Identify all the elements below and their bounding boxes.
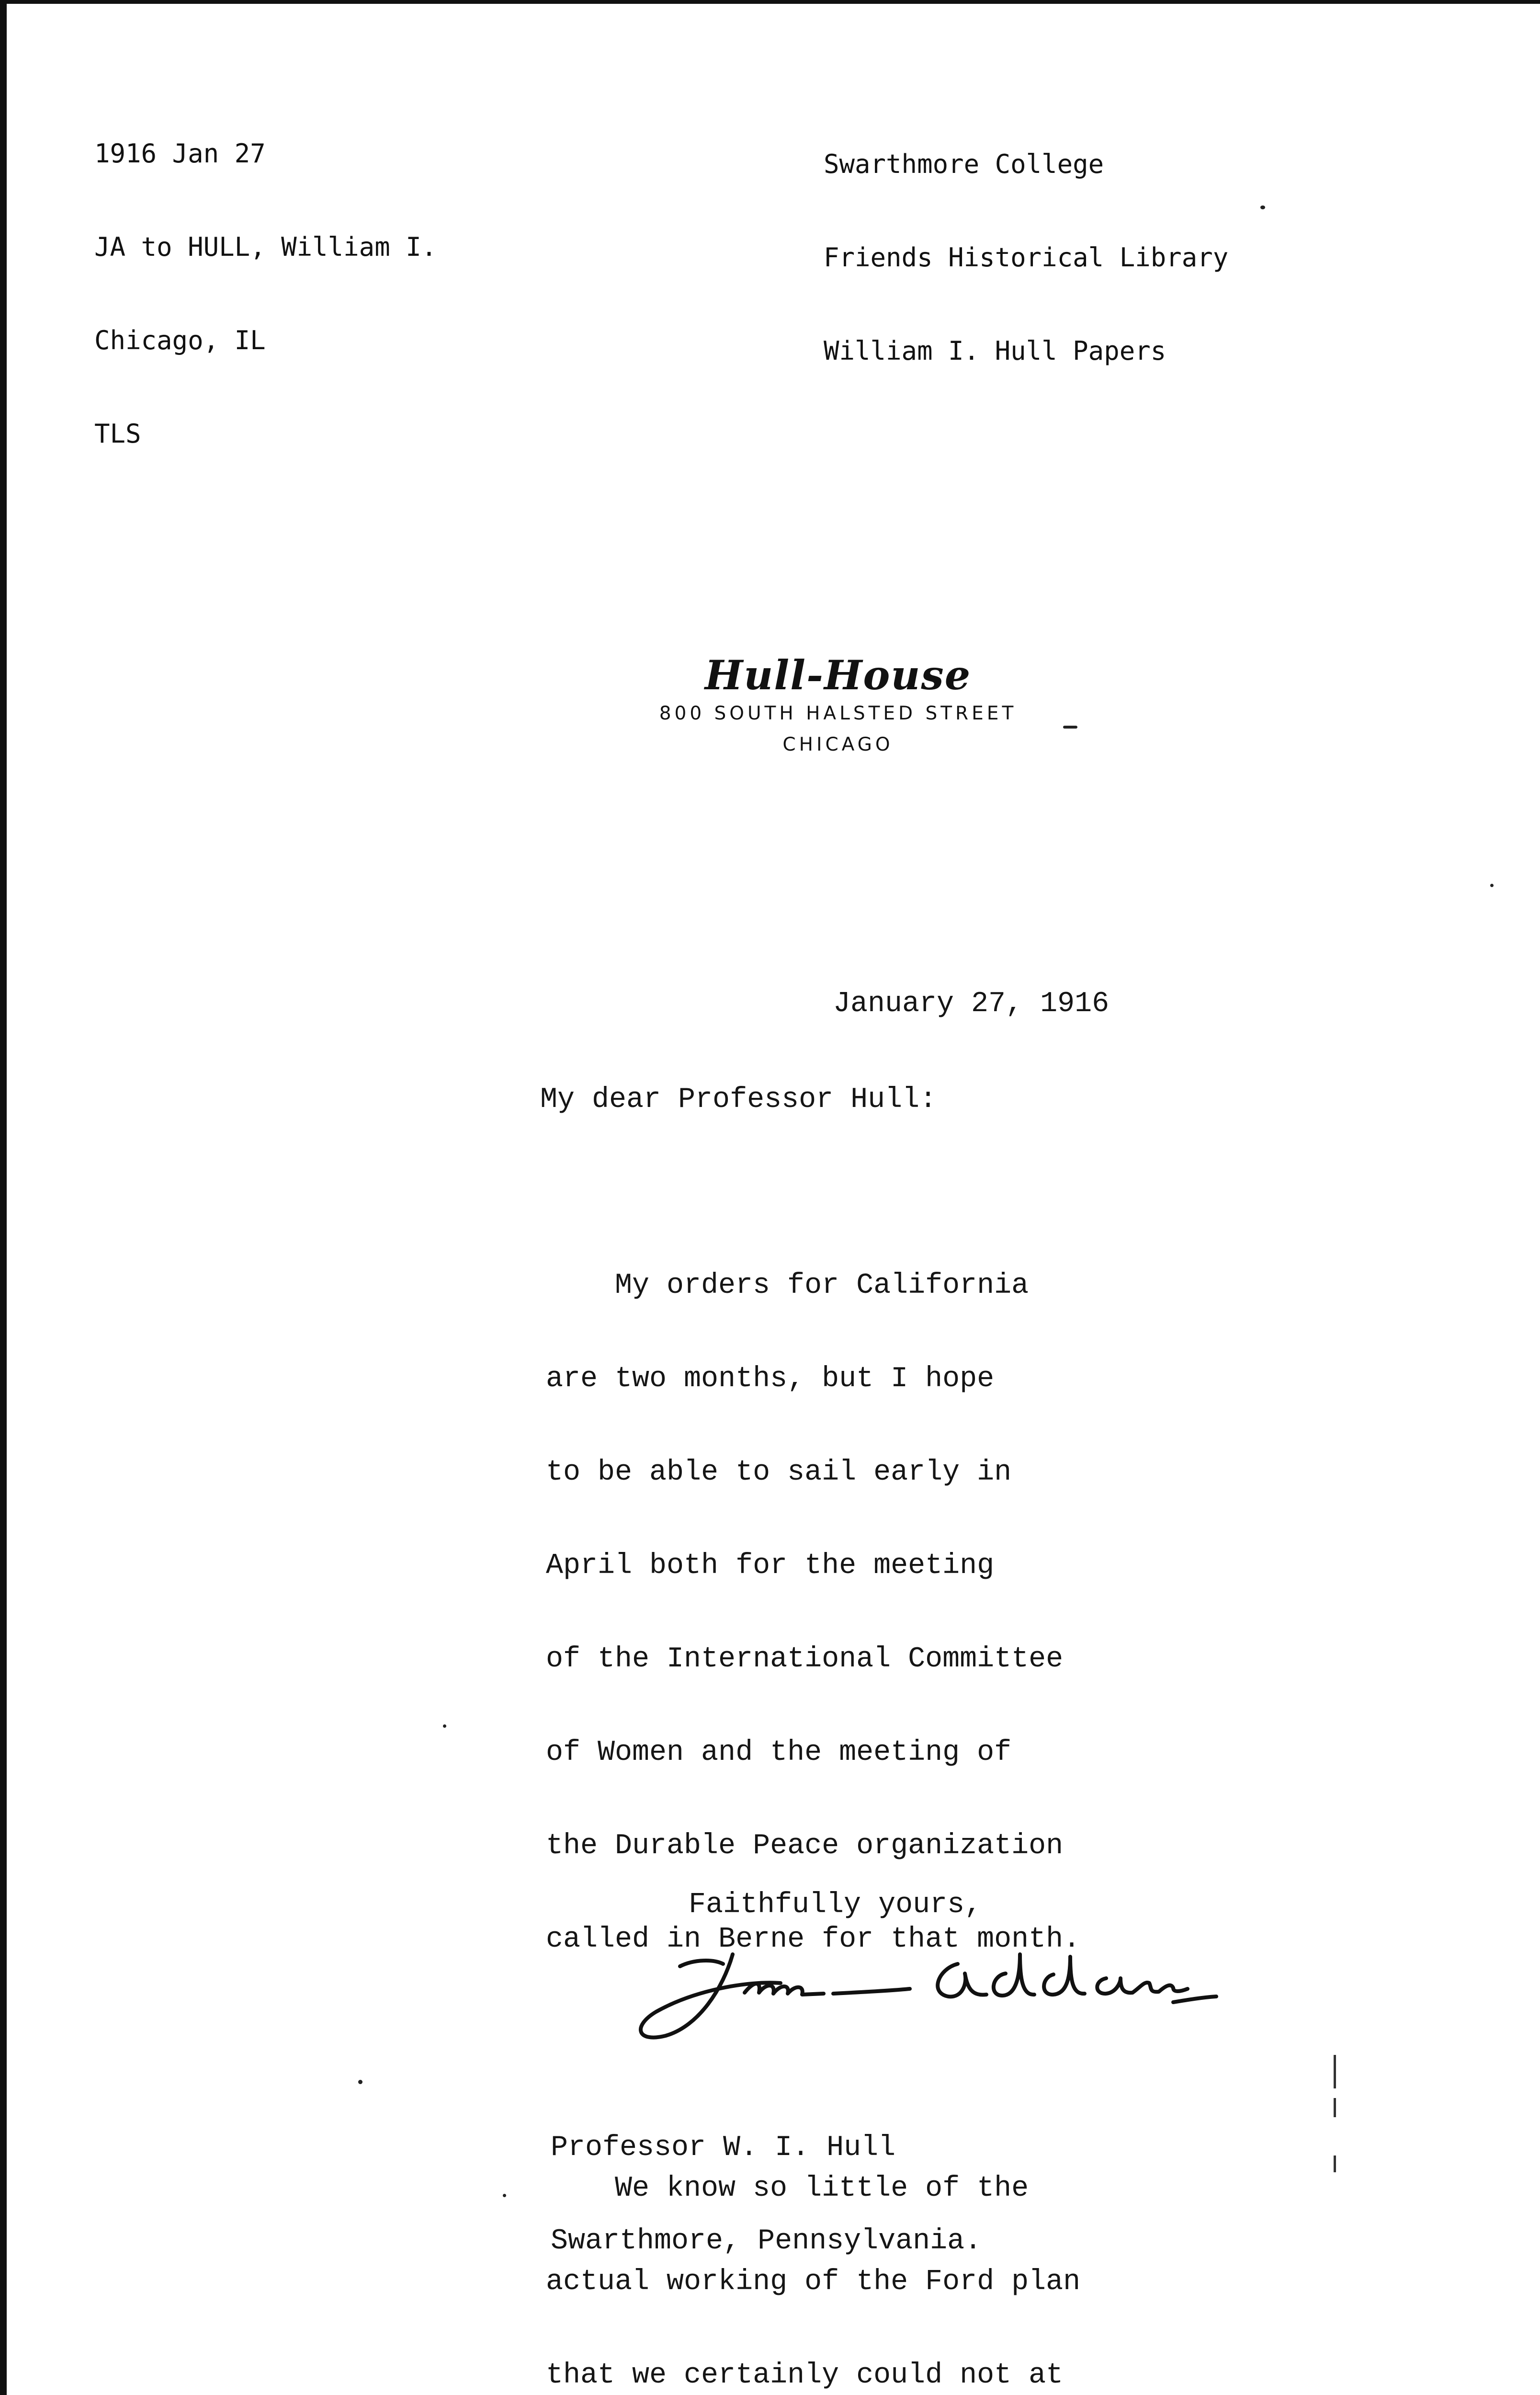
letterhead bbox=[608, 651, 1068, 755]
body-line: of the International Committee bbox=[546, 1643, 1064, 1676]
body-line: to be able to sail early in bbox=[546, 1456, 1012, 1489]
archive-header-left bbox=[94, 76, 437, 512]
scan-mark bbox=[1334, 2055, 1336, 2088]
recipient-location: Swarthmore, Pennsylvania. bbox=[551, 2225, 982, 2258]
scan-speck bbox=[1490, 884, 1494, 887]
scan-speck bbox=[1063, 726, 1077, 729]
closing: Faithfully yours, bbox=[689, 1889, 982, 1921]
body-line: called in Berne for that month. bbox=[546, 1923, 1081, 1956]
archive-header-right bbox=[824, 86, 1228, 429]
archive-correspondents: JA to HULL, William I. bbox=[94, 232, 437, 262]
body-line: the Durable Peace organization bbox=[546, 1830, 1064, 1862]
body-line: are two months, but I hope bbox=[546, 1363, 995, 1395]
body-line: My orders for California bbox=[615, 1269, 1029, 1302]
scan-border-top bbox=[0, 0, 1540, 4]
scan-speck bbox=[1260, 205, 1265, 209]
letterhead-name: Hull-House bbox=[704, 651, 972, 699]
archive-doc-type: TLS bbox=[94, 419, 141, 449]
scan-speck bbox=[358, 2080, 362, 2084]
scan-speck bbox=[443, 1724, 446, 1728]
signature bbox=[623, 1935, 1226, 2050]
scan-mark bbox=[1334, 2098, 1336, 2117]
letter-date: January 27, 1916 bbox=[833, 988, 1110, 1020]
scan-mark bbox=[1334, 2156, 1336, 2172]
salutation: My dear Professor Hull: bbox=[540, 1083, 937, 1116]
archive-place: Chicago, IL bbox=[94, 325, 266, 355]
body-line: that we certainly could not at bbox=[546, 2359, 1064, 2392]
recipient-address bbox=[551, 2070, 982, 2319]
scan-speck bbox=[503, 2194, 506, 2197]
archive-collection: William I. Hull Papers bbox=[824, 336, 1166, 366]
recipient-name: Professor W. I. Hull bbox=[551, 2132, 896, 2164]
archive-institution: Swarthmore College bbox=[824, 149, 1104, 179]
letterhead-street: 800 SOUTH HALSTED STREET bbox=[659, 703, 1017, 724]
body-line: April both for the meeting bbox=[546, 1550, 995, 1582]
archive-library: Friends Historical Library bbox=[824, 242, 1229, 273]
body-line: of Women and the meeting of bbox=[546, 1736, 1012, 1769]
archive-date: 1916 Jan 27 bbox=[94, 138, 266, 169]
body-line: actual working of the Ford plan bbox=[546, 2266, 1081, 2298]
body-line: We know so little of the bbox=[615, 2172, 1029, 2205]
letterhead-city: CHICAGO bbox=[782, 734, 894, 755]
scan-border-left bbox=[0, 0, 7, 2395]
